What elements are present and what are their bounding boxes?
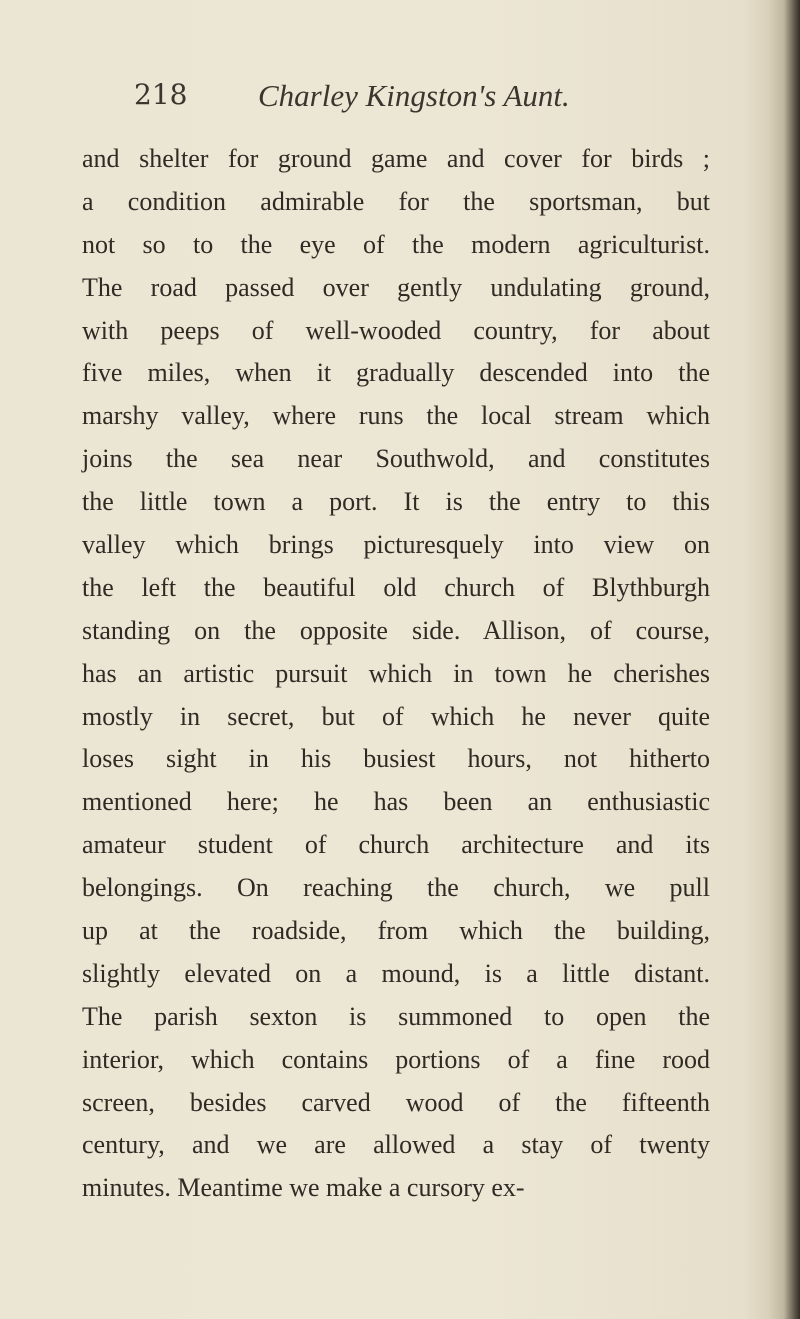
text-line: a condition admirable for the sportsman, but (82, 186, 710, 216)
text-line: interior, which contains portions of a fine rood (82, 1044, 710, 1074)
text-line: the left the beautiful old church of Blythburgh (82, 572, 710, 602)
text-line: marshy valley, where runs the local stream which (82, 401, 710, 431)
text-line: not so to the eye of the modern agriculturist. (82, 229, 710, 259)
text-line: mentioned here; he has been an enthusiastic (82, 787, 710, 817)
body-text (82, 138, 710, 1210)
text-line: valley which brings picturesquely into view on (82, 530, 710, 560)
text-line: has an artistic pursuit which in town he cherishes (82, 658, 710, 688)
text-line: and shelter for ground game and cover for birds ; (82, 144, 710, 173)
text-line: with peeps of well-wooded country, for about (82, 315, 710, 345)
text-line: The parish sexton is summoned to open the (82, 1001, 710, 1031)
text-line: amateur student of church architecture and its (82, 830, 710, 860)
text-line: joins the sea near Southwold, and constitutes (82, 444, 710, 474)
text-line: The road passed over gently undulating ground, (82, 272, 710, 302)
page-number: 218 (134, 78, 188, 111)
running-head (134, 78, 714, 118)
text-line: up at the roadside, from which the building, (82, 916, 710, 946)
text-line: belongings. On reaching the church, we pull (82, 873, 710, 903)
text-line: minutes. Meantime we make a cursory ex- (82, 1173, 525, 1203)
text-line: standing on the opposite side. Allison, of course, (82, 615, 710, 645)
text-line: loses sight in his busiest hours, not hitherto (82, 744, 710, 774)
text-line: five miles, when it gradually descended into the (82, 358, 710, 388)
text-line: century, and we are allowed a stay of twenty (82, 1130, 710, 1160)
text-line: screen, besides carved wood of the fifteenth (82, 1087, 710, 1117)
text-line: slightly elevated on a mound, is a little distant. (82, 958, 710, 988)
text-line: the little town a port. It is the entry to this (82, 487, 710, 517)
running-title: Charley Kingston's Aunt. (258, 78, 570, 113)
page-binding-edge (784, 0, 800, 1319)
text-line: mostly in secret, but of which he never quite (82, 701, 710, 731)
